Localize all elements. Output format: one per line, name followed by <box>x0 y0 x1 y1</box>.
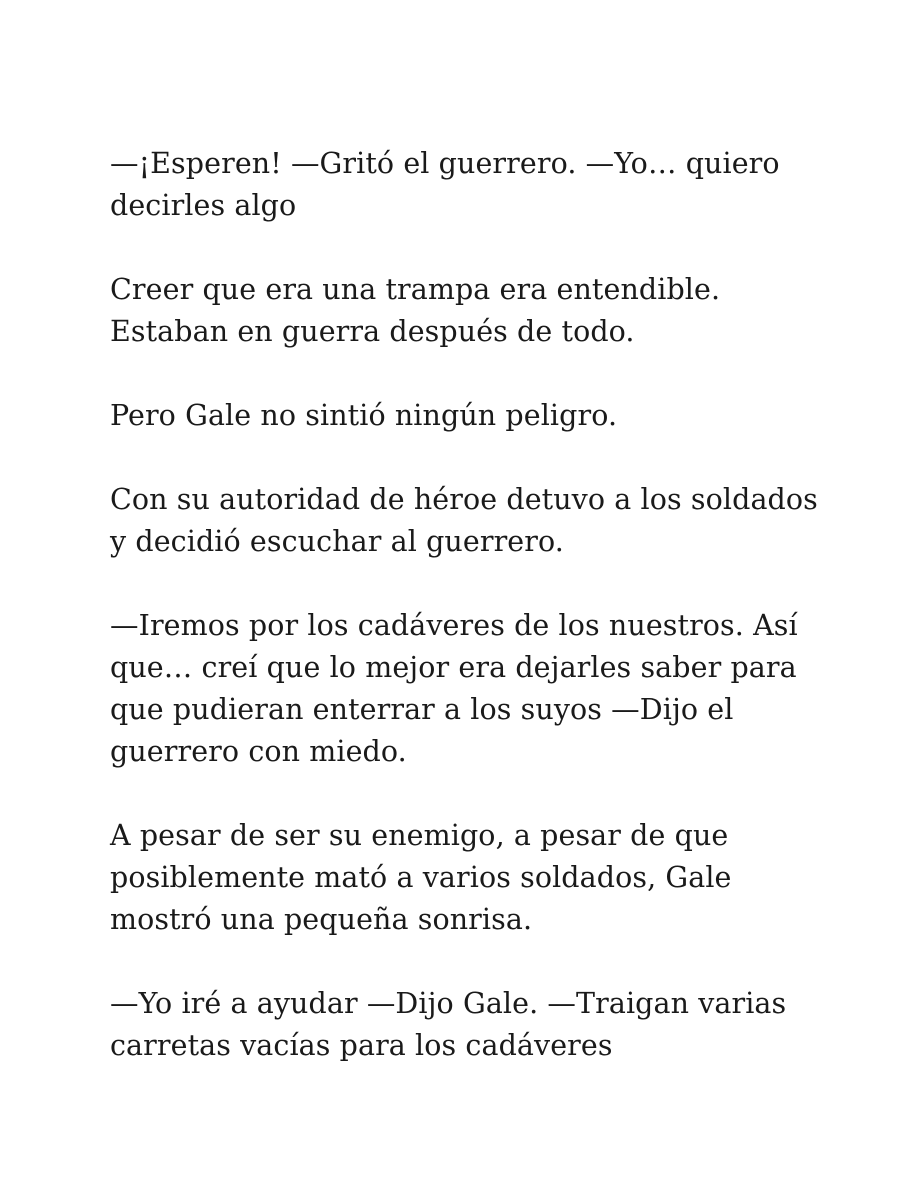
text-line: posiblemente mató a varios soldados, Gale <box>110 861 732 894</box>
text-line: carretas vacías para los cadáveres <box>110 1029 613 1062</box>
text-line: Pero Gale no sintió ningún peligro. <box>110 399 618 432</box>
text-line: —¡Esperen! —Gritó el guerrero. —Yo… quiero <box>110 147 780 180</box>
paragraph-7 <box>110 983 810 1067</box>
paragraph-4 <box>110 479 818 563</box>
text-line: Creer que era una trampa era entendible. <box>110 273 721 306</box>
paragraph-2 <box>110 269 810 353</box>
paragraph-1 <box>110 143 810 227</box>
text-line: Estaban en guerra después de todo. <box>110 315 635 348</box>
story-text <box>110 143 818 1067</box>
text-line: —Yo iré a ayudar —Dijo Gale. —Traigan varias <box>110 987 787 1020</box>
text-line: mostró una pequeña sonrisa. <box>110 903 533 936</box>
text-line: A pesar de ser su enemigo, a pesar de que <box>110 819 729 852</box>
text-line: y decidió escuchar al guerrero. <box>110 525 564 558</box>
paragraph-6 <box>110 815 810 941</box>
text-line: que pudieran enterrar a los suyos —Dijo el <box>110 693 734 726</box>
paragraph-5 <box>110 605 810 773</box>
text-line: guerrero con miedo. <box>110 735 407 768</box>
text-line: decirles algo <box>110 189 297 222</box>
paragraph-3 <box>110 395 810 437</box>
text-line: —Iremos por los cadáveres de los nuestros. Así <box>110 609 798 642</box>
text-line: que… creí que lo mejor era dejarles saber para <box>110 651 797 684</box>
text-line: Con su autoridad de héroe detuvo a los soldados <box>110 483 818 516</box>
